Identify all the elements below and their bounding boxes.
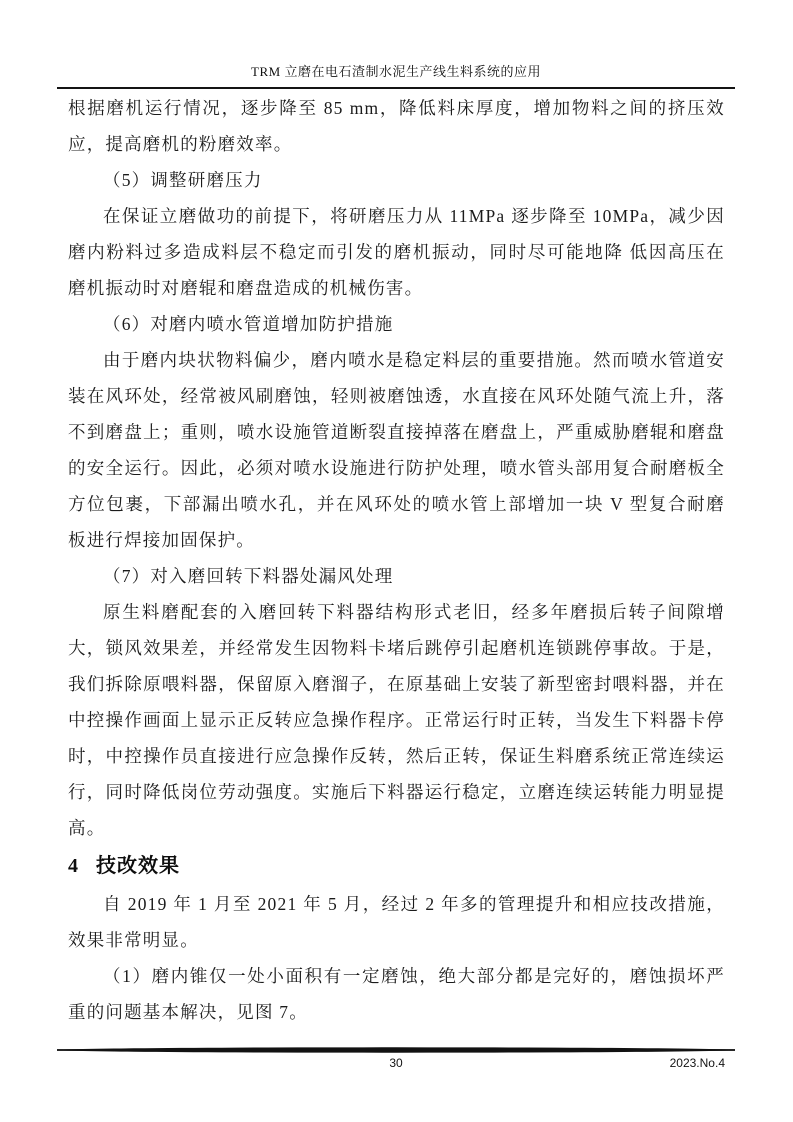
footer-divider — [57, 1046, 735, 1054]
page-number: 30 — [389, 1056, 403, 1070]
section-heading — [68, 846, 725, 886]
section-title: 技改效果 — [96, 855, 180, 877]
paragraph: （1）磨内锥仅一处小面积有一定磨蚀，绝大部分都是完好的，磨蚀损坏严重的问题基本解决，见图 7。 — [68, 966, 725, 1022]
paragraph: 在保证立磨做功的前提下，将研磨压力从 11MPa 逐步降至 10MPa，减少因磨内粉料过多造成料层不稳定而引发的磨机振动，同时尽可能地降 低因高压在磨机振动时对磨辊和磨盘造成的机械伤害。 — [68, 206, 725, 298]
paragraph: （6）对磨内喷水管道增加防护措施 — [103, 314, 394, 334]
header-divider — [57, 87, 735, 89]
document-body — [68, 90, 725, 1030]
running-header-title: TRM 立磨在电石渣制水泥生产线生料系统的应用 — [251, 64, 541, 79]
footer — [57, 1056, 735, 1074]
paragraph: 自 2019 年 1 月至 2021 年 5 月，经过 2 年多的管理提升和相应技改措施，效果非常明显。 — [68, 894, 725, 950]
paragraph: 由于磨内块状物料偏少，磨内喷水是稳定料层的重要措施。然而喷水管道安装在风环处，经常被风刷磨蚀，轻则被磨蚀透，水直接在风环处随气流上升，落不到磨盘上；重则，喷水设施管道断裂直接掉落在磨盘上，严重威胁磨辊和磨盘的安全运行。因此，必须对喷水设施进行防护处理，喷水管头部用复合耐磨板全方位包裹，下部漏出喷水孔，并在风环处的喷水管上部增加一块 V 型复合耐磨板进行焊接加固保护。 — [68, 350, 725, 550]
paragraph: （7）对入磨回转下料器处漏风处理 — [103, 566, 394, 586]
journal-issue: 2023.No.4 — [669, 1056, 725, 1070]
paragraph: 原生料磨配套的入磨回转下料器结构形式老旧，经多年磨损后转子间隙增大，锁风效果差，并经常发生因物料卡堵后跳停引起磨机连锁跳停事故。于是，我们拆除原喂料器，保留原入磨溜子，在原基础上安装了新型密封喂料器，并在中控操作画面上显示正反转应急操作程序。正常运行时正转，当发生下料器卡停时，中控操作员直接进行应急操作反转，然后正转，保证生料磨系统正常连续运行，同时降低岗位劳动强度。实施后下料器运行稳定，立磨连续运转能力明显提高。 — [68, 602, 725, 838]
paragraph: 根据磨机运行情况，逐步降至 85 mm，降低料床厚度，增加物料之间的挤压效应，提高磨机的粉磨效率。 — [68, 98, 725, 154]
section-number: 4 — [68, 855, 79, 877]
paragraph: （5）调整研磨压力 — [103, 170, 263, 190]
